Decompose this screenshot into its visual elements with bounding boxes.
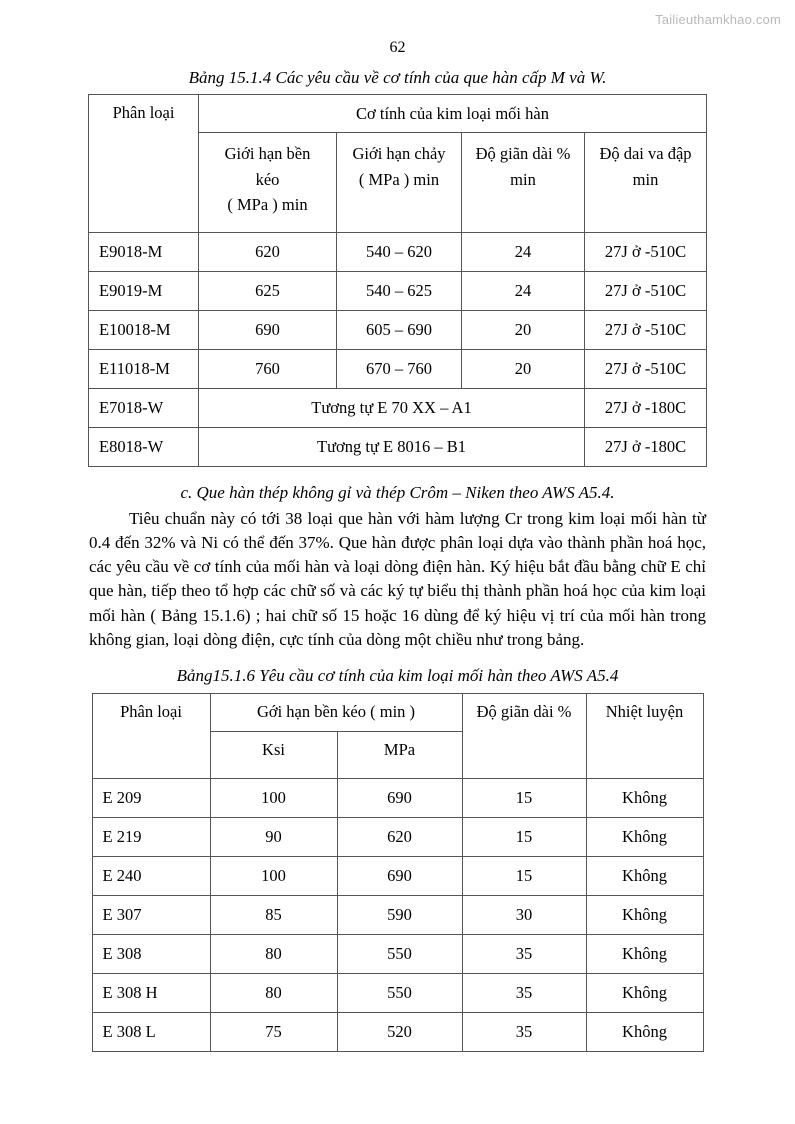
table1-caption: Bảng 15.1.4 Các yêu cầu về cơ tính của que hàn cấp M và W. [188,68,607,87]
cell-classification: E 219 [92,817,210,856]
table-row [89,350,707,389]
cell-heat-treatment: Không [586,778,703,817]
header-line-2: ( MPa ) min [358,169,440,189]
cell-impact-toughness: 27J ở -180C [585,389,707,428]
cell-elongation: 35 [462,973,586,1012]
cell-equivalent-note: Tương tự E 70 XX – A1 [199,389,585,428]
header-line-1: Giới hạn chảy [352,144,446,163]
cell-elongation: 15 [462,817,586,856]
header-cell-yield-strength [337,133,462,233]
cell-yield-strength: 540 – 625 [337,272,462,311]
cell-classification: E9018-M [89,233,199,272]
table-row [92,856,703,895]
cell-classification: E 240 [92,856,210,895]
cell-mpa: 620 [337,817,462,856]
table1-body [89,233,707,389]
cell-heat-treatment: Không [586,895,703,934]
cell-elongation: 15 [462,778,586,817]
cell-elongation: 20 [462,311,585,350]
header-cell-elongation: Độ giãn dài % [462,693,586,778]
cell-classification: E8018-W [89,428,199,467]
header-cell-heat-treatment: Nhiệt luyện [586,693,703,778]
cell-mpa: 550 [337,934,462,973]
cell-classification: E 209 [92,778,210,817]
cell-impact-toughness: 27J ở -510C [585,272,707,311]
cell-classification: E11018-M [89,350,199,389]
table-aws-a54-requirements [92,693,704,1052]
cell-heat-treatment: Không [586,934,703,973]
cell-ksi: 90 [210,817,337,856]
section-paragraph: Tiêu chuẩn này có tới 38 loại que hàn với hàm lượng Cr trong kim loại mối hàn từ 0.4 đến 32% và Ni có thể đến 37%. Que hàn được phân loại dựa vào thành phần hoá học, các yêu cầu về cơ tính của mối hàn và loại dòng điện hàn. Ký hiệu bắt đầu bằng chữ E chỉ que hàn, tiếp theo tổ hợp các chữ số và các ký tự biểu thị thành phần hoá học của kim loại mối hàn ( Bảng 15.1.6) ; hai chữ số 15 hoặc 16 dùng để ký hiệu vị trí của mối hàn trong không gian, loại dòng điện, cực tính của dòng một chiều như trong bảng. [89,509,706,649]
cell-classification: E 308 H [92,973,210,1012]
cell-ksi: 75 [210,1012,337,1051]
table-header-row [89,95,707,133]
cell-classification: E7018-W [89,389,199,428]
cell-tensile-strength: 690 [199,311,337,350]
header-cell-tensile-strength [199,133,337,233]
header-line-2: kéo [255,169,280,189]
table2-caption: Bảng15.1.6 Yêu cầu cơ tính của kim loại mối hàn theo AWS A5.4 [176,665,619,685]
cell-classification: E9019-M [89,272,199,311]
cell-impact-toughness: 27J ở -510C [585,233,707,272]
cell-tensile-strength: 620 [199,233,337,272]
cell-ksi: 85 [210,895,337,934]
table-row [89,389,707,428]
cell-elongation: 24 [462,233,585,272]
table-row [92,778,703,817]
cell-classification: E 308 L [92,1012,210,1051]
header-line-1: Độ giãn dài % [475,144,571,163]
cell-classification: E10018-M [89,311,199,350]
table-row [92,817,703,856]
table-row [89,272,707,311]
cell-mpa: 690 [337,778,462,817]
table-row [92,973,703,1012]
cell-ksi: 80 [210,934,337,973]
cell-ksi: 100 [210,856,337,895]
table1-merged-body [89,389,707,467]
cell-mpa: 550 [337,973,462,1012]
table-row [92,895,703,934]
cell-yield-strength: 540 – 620 [337,233,462,272]
header-line-3: ( MPa ) min [227,195,308,215]
cell-elongation: 15 [462,856,586,895]
cell-equivalent-note: Tương tự E 8016 – B1 [199,428,585,467]
header-line-1: Giới hạn bền [224,144,311,163]
cell-classification: E 307 [92,895,210,934]
header-cell-ksi: Ksi [210,731,337,778]
cell-yield-strength: 670 – 760 [337,350,462,389]
header-cell-elongation [462,133,585,233]
cell-mpa: 690 [337,856,462,895]
cell-impact-toughness: 27J ở -180C [585,428,707,467]
header-cell-impact-toughness [585,133,707,233]
header-cell-mpa: MPa [337,731,462,778]
section-heading: c. Que hàn thép không gỉ và thép Crôm – Niken theo AWS A5.4. [180,483,615,502]
cell-elongation: 35 [462,1012,586,1051]
header-cell-classification: Phân loại [89,95,199,233]
cell-ksi: 80 [210,973,337,1012]
cell-classification: E 308 [92,934,210,973]
table-row [89,233,707,272]
header-cell-classification: Phân loại [92,693,210,778]
cell-mpa: 520 [337,1012,462,1051]
table-row [89,311,707,350]
cell-elongation: 20 [462,350,585,389]
cell-elongation: 35 [462,934,586,973]
section-body [89,507,706,652]
cell-heat-treatment: Không [586,817,703,856]
table-mechanical-requirements-m-w [88,94,707,467]
cell-heat-treatment: Không [586,973,703,1012]
cell-elongation: 24 [462,272,585,311]
table-row [92,1012,703,1051]
watermark-label: Tailieuthamkhao.com [655,12,781,27]
page-number: 62 [389,39,406,56]
cell-impact-toughness: 27J ở -510C [585,311,707,350]
cell-ksi: 100 [210,778,337,817]
cell-heat-treatment: Không [586,1012,703,1051]
table-row [92,934,703,973]
header-line-2: min [510,169,536,189]
header-line-2: min [632,169,659,189]
table-header-row [92,693,703,731]
cell-elongation: 30 [462,895,586,934]
header-cell-group-tensile: Gới hạn bền kéo ( min ) [210,693,462,731]
cell-heat-treatment: Không [586,856,703,895]
table2-body [92,778,703,1051]
header-line-1: Độ dai va đập [599,144,692,163]
cell-tensile-strength: 625 [199,272,337,311]
cell-tensile-strength: 760 [199,350,337,389]
cell-mpa: 590 [337,895,462,934]
cell-impact-toughness: 27J ở -510C [585,350,707,389]
header-cell-group-mechanical: Cơ tính của kim loại mối hàn [199,95,707,133]
table-row [89,428,707,467]
cell-yield-strength: 605 – 690 [337,311,462,350]
